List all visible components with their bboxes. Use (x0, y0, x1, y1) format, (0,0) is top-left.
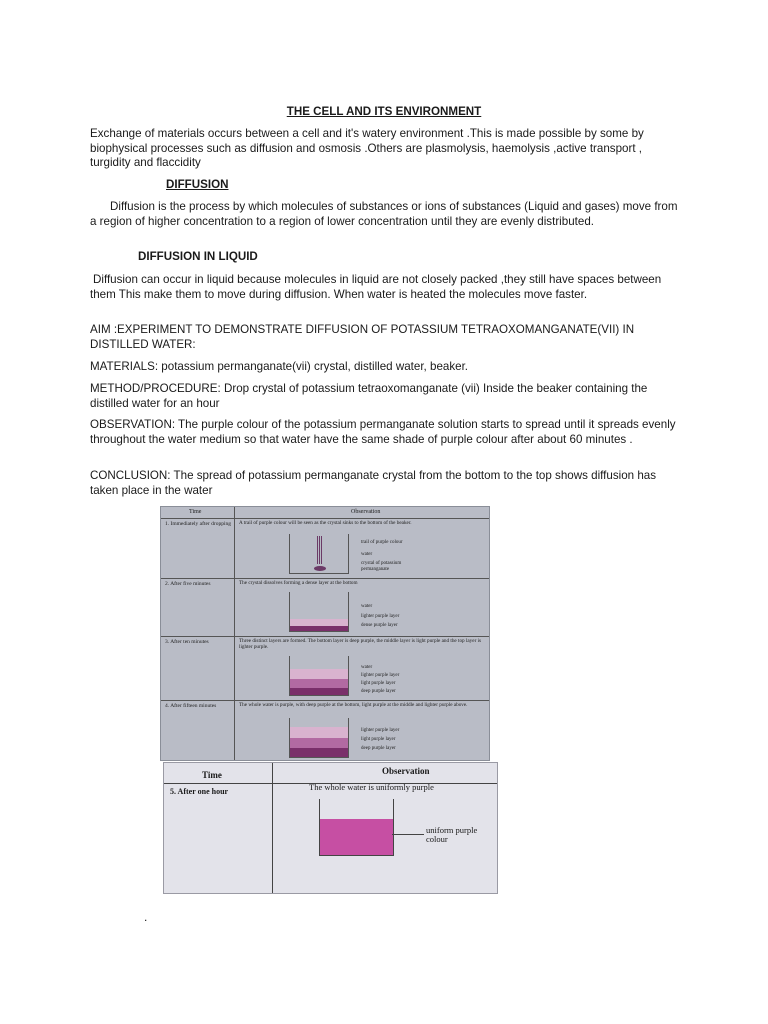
table-row (161, 636, 489, 701)
crystal (314, 566, 326, 571)
header-observation: Observation (351, 509, 381, 515)
label: crystal of potassium permanganate (361, 561, 402, 572)
diffusion-liquid-paragraph: Diffusion can occur in liquid because molecules in liquid are not closely packed ,they still have spaces between them This make them to move during diffusion. When water is heated the molecules move faster. (90, 273, 662, 301)
row-time: 3. After ten minutes (165, 639, 209, 645)
row-observation: A trail of purple colour will be seen as the crystal sinks to the bottom of the beaker. (239, 520, 412, 526)
label: light purple layer (361, 681, 396, 686)
label: light purple layer (361, 737, 396, 742)
diffusion-definition: Diffusion is the process by which molecules of substances or ions of substances (Liquid and gases) move from a region of higher concentration to a region of lower concentration until they are evenly distributed. (90, 200, 678, 228)
deep-purple-layer (290, 688, 348, 695)
column-divider (272, 763, 273, 893)
table-row (161, 518, 489, 579)
label: water (361, 665, 373, 670)
observation-table-photo (160, 506, 490, 761)
purple-trail (317, 536, 323, 564)
beaker-drawing (319, 799, 394, 856)
row-time: 4. After fifteen minutes (165, 703, 217, 709)
label: deep purple layer (361, 746, 396, 751)
diffusion-in-liquid-heading: DIFFUSION IN LIQUID (138, 250, 258, 263)
table-header (164, 763, 497, 784)
trailing-dot: . (144, 910, 148, 924)
intro-paragraph: Exchange of materials occurs between a cell and it's watery environment .This is made possible by some by biophysical processes such as diffusion and osmosis .Others are plasmolysis, haemolysis ,active transport , turgidity and flaccidity (90, 127, 644, 170)
label: lighter purple layer (361, 728, 400, 733)
beaker-drawing (289, 592, 349, 632)
row-time: 2. After five minutes (165, 581, 211, 587)
row-observation: The whole water is purple, with deep purple at the bottom, light purple at the middle and lighter purple above. (239, 702, 468, 708)
label: lighter purple layer (361, 614, 400, 619)
uniform-purple-liquid (320, 819, 393, 855)
header-time: Time (189, 509, 202, 515)
observation-table-photo-2 (163, 762, 498, 894)
table-row (161, 578, 489, 637)
beaker-drawing (289, 718, 349, 758)
row-observation: The whole water is uniformly purple (309, 782, 434, 792)
label: deep purple layer (361, 689, 396, 694)
header-time: Time (202, 770, 222, 780)
page-title: THE CELL AND ITS ENVIRONMENT (286, 105, 482, 118)
label: trail of purple colour (361, 540, 403, 545)
beaker-drawing (289, 656, 349, 696)
label: lighter purple layer (361, 673, 400, 678)
conclusion-paragraph: CONCLUSION: The spread of potassium permanganate crystal from the bottom to the top shows diffusion has taken place in the water (90, 469, 657, 497)
label: uniform purple colour (426, 825, 478, 844)
row-observation: The crystal dissolves forming a dense layer at the bottom (239, 580, 358, 586)
deep-purple-layer (290, 748, 348, 757)
label: water (361, 552, 373, 557)
beaker-drawing (289, 534, 349, 574)
diffusion-heading: DIFFUSION (166, 178, 229, 191)
dense-purple-layer (290, 626, 348, 631)
table-row (161, 700, 489, 761)
observation-paragraph: OBSERVATION: The purple colour of the potassium permanganate solution starts to spread until it spreads evenly throughout the water medium so that water have the same shade of purple colour after about 60 minutes . (90, 418, 676, 446)
row-time: 1. Immediately after dropping (165, 521, 231, 527)
aim-paragraph: AIM :EXPERIMENT TO DEMONSTRATE DIFFUSION OF POTASSIUM TETRAOXOMANGANATE(VII) IN DISTILLED WATER: (90, 323, 635, 351)
materials-paragraph: MATERIALS: potassium permanganate(vii) crystal, distilled water, beaker. (90, 360, 469, 373)
method-paragraph: METHOD/PROCEDURE: Drop crystal of potassium tetraoxomanganate (vii) Inside the beaker containing the distilled water for an hour (90, 382, 648, 410)
label-leader-line (392, 834, 424, 835)
label: dense purple layer (361, 623, 398, 628)
header-observation: Observation (382, 766, 430, 776)
row-time: 5. After one hour (170, 787, 229, 796)
row-observation: Three distinct layers are formed. The bottom layer is deep purple, the middle layer is light purple and the top layer is lighter purple. (239, 638, 482, 650)
label: water (361, 604, 373, 609)
